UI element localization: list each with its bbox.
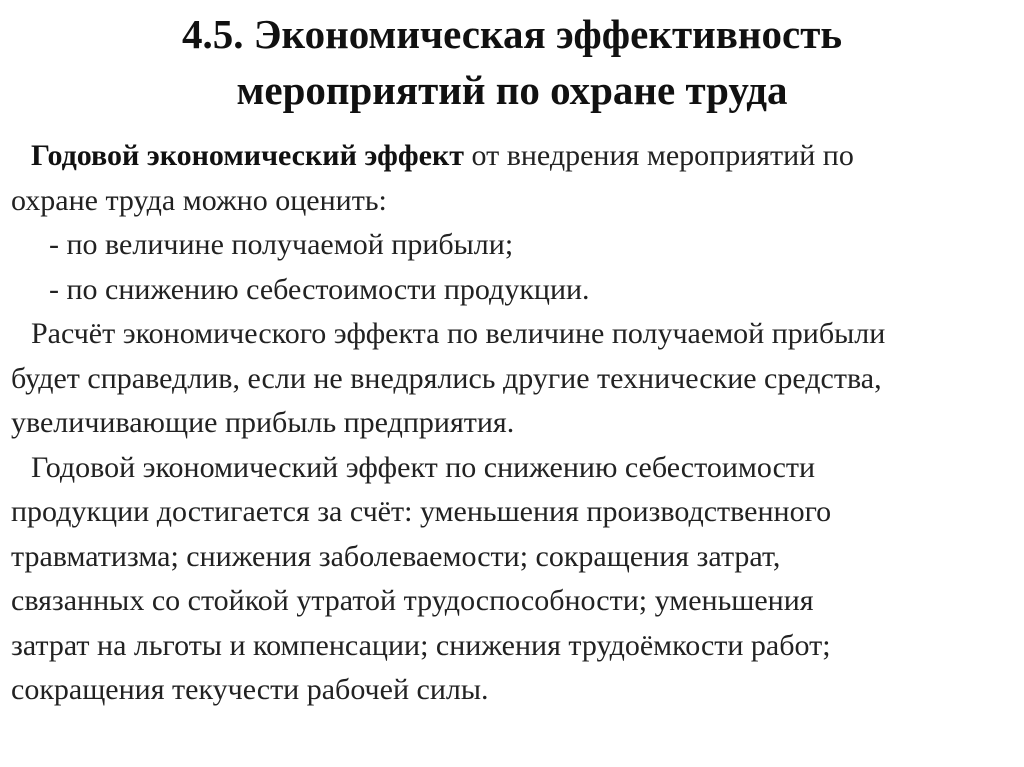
- paragraph-2-line-2: будет справедлив, если не внедрялись другие технические средства,: [11, 361, 882, 395]
- slide-title: [0, 6, 1024, 118]
- paragraph-3-line-1: Годовой экономический эффект по снижению себестоимости: [31, 450, 816, 484]
- list-item-profit: - по величине получаемой прибыли;: [49, 228, 514, 261]
- list-item-cost: - по снижению себестоимости продукции.: [49, 272, 590, 306]
- paragraph-1-line-2: охране труда можно оценить:: [11, 183, 387, 217]
- paragraph-3-line-5: затрат на льготы и компенсации; снижения трудоёмкости работ;: [11, 628, 831, 662]
- paragraph-2-line-3: увеличивающие прибыль предприятия.: [11, 406, 515, 439]
- paragraph-1-line-1: [11, 134, 1016, 179]
- title-line-1: 4.5. Экономическая эффективность: [181, 11, 843, 57]
- paragraph-3-line-6: сокращения текучести рабочей силы.: [11, 673, 489, 706]
- slide-body: [11, 134, 1016, 713]
- paragraph-1-line-1-rest: от внедрения мероприятий по: [464, 139, 854, 172]
- paragraph-3-line-3: травматизма; снижения заболеваемости; сокращения затрат,: [11, 539, 781, 573]
- paragraph-2-line-1: Расчёт экономического эффекта по величине получаемой прибыли: [31, 317, 886, 350]
- paragraph-3-line-4: связанных со стойкой утратой трудоспособности; уменьшения: [11, 584, 814, 617]
- bold-lead-phrase: Годовой экономический эффект: [31, 139, 464, 172]
- title-line-2: мероприятий по охране труда: [236, 67, 788, 113]
- paragraph-3-line-2: продукции достигается за счёт: уменьшения производственного: [11, 495, 832, 528]
